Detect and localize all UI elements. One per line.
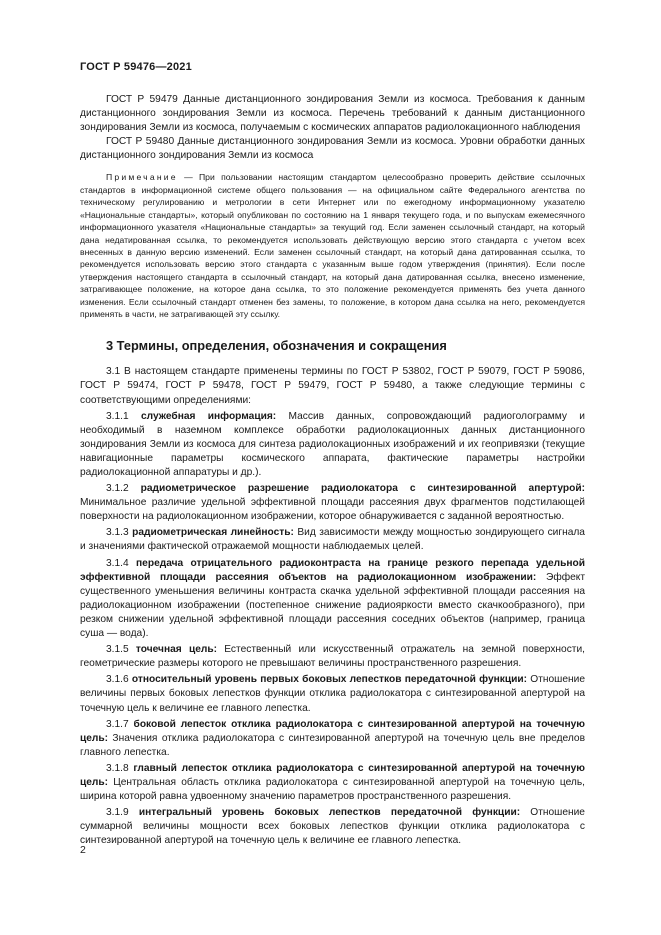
- term-definition: Отношение величины первых боковых лепестков функции отклика радиолокатора с синтезированной апертурой на точечную цель к величине ее главного лепестка.: [80, 674, 585, 714]
- term-entry: [80, 557, 585, 642]
- term-definition: Массив данных, сопровождающий радиоголограмму и необходимый в наземном комплексе обработки радиолокационных данных дистанционного зондирования Земли из космоса для синтеза радиолокационных изображений и их геопривязки (текущие навигационные параметры космического аппарата, фактические параметры настройки радиолокационной аппаратуры и др.).: [80, 410, 585, 478]
- term-entry: [80, 643, 585, 671]
- term-entry: [80, 526, 585, 554]
- term-entry: [80, 762, 585, 804]
- term-name: боковой лепесток отклика радиолокатора с синтезированной апертурой на точечную цель:: [80, 718, 585, 744]
- term-entry: [80, 482, 585, 524]
- term-definition: Эффект существенного уменьшения величины контраста скачка удельной эффективной площади рассеяния на радиолокационном изображении (постепенное снижение радиояркости вместо скачкообразного), при резком снижении удельной эффективной площади рассеяния соседних объектов (например, граница суша — вода).: [80, 571, 585, 640]
- term-name: радиометрическая линейность:: [132, 527, 294, 539]
- term-name: точечная цель:: [135, 644, 218, 656]
- term-name: передача отрицательного радиоконтраста на границе резкого перепада удельной эффективной площади рассеяния объектов на радиолокационном изображении:: [80, 557, 585, 583]
- term-entry: [80, 806, 585, 848]
- page-number: 2: [80, 844, 86, 856]
- section-intro: 3.1 В настоящем стандарте применены термины по ГОСТ Р 53802, ГОСТ Р 59079, ГОСТ Р 59086, ГОСТ Р 59474, ГОСТ Р 59478, ГОСТ Р 59479, ГОСТ Р 59480, а также следующие термины с соответствующими определениями:: [80, 366, 585, 406]
- term-entry: [80, 673, 585, 715]
- term-number: 3.1.2: [106, 483, 129, 495]
- term-definition: Минимальное различие удельной эффективной площади рассеяния двух фрагментов подстилающей поверхности на радиолокационном изображении, которое обнаруживается с заданной вероятностью.: [80, 497, 585, 523]
- term-name: служебная информация:: [140, 410, 277, 422]
- term-definition: Значения отклика радиолокатора с синтезированной апертурой на точечную цель вне пределов главного лепестка.: [80, 732, 585, 758]
- note-text: — При пользовании настоящим стандартом целесообразно проверить действие ссылочных стандартов в информационной системе общего пользования — на официальном сайте Федерального агентства по техническому регулированию и метрологии в сети Интернет или по ежегодному информационному указателю «Национальные стандарты», который опубликован по состоянию на 1 января текущего года, и по выпускам ежемесячного информационного указателя «Национальные стандарты» за текущий год. Если заменен ссылочный стандарт, на который дана недатированная ссылка, то рекомендуется использовать действующую версию этого стандарта с учетом всех внесенных в данную версию изменений. Если заменен ссылочный стандарт, на который дана датированная ссылка, то рекомендуется использовать версию этого стандарта с указанным выше годом утверждения (принятия). Если после утверждения настоящего стандарта в ссылочный стандарт, на который дана датированная ссылка, внесено изменение, затрагивающее положение, на которое дана ссылка, то это положение рекомендуется применять без учета данного изменения. Если ссылочный стандарт отменен без замены, то положение, в котором дана ссылка на него, рекомендуется применять в части, не затрагивающей эту ссылку.: [80, 172, 585, 319]
- standard-code-header: ГОСТ Р 59476—2021: [80, 61, 192, 73]
- term-definition: Отношение суммарной величины мощности всех боковых лепестков функции отклика радиолокатора с синтезированной апертурой на точечную цель к величине ее главного лепестка.: [80, 807, 585, 847]
- term-number: 3.1.6: [106, 674, 129, 686]
- term-number: 3.1.5: [106, 644, 129, 656]
- term-definition: Естественный или искусственный отражатель на земной поверхности, геометрические размеры которого не превышают величины пространственного разрешения.: [80, 644, 585, 670]
- reference-entry: ГОСТ Р 59479 Данные дистанционного зондирования Земли из космоса. Требования к данным дистанционного зондирования Земли из космоса. Перечень требований к данным дистанционного зондирования Земли из космоса, получаемым с космических аппаратов радиолокационного наблюдения: [80, 94, 585, 134]
- term-name: радиометрическое разрешение радиолокатора с синтезированной апертурой:: [140, 483, 585, 495]
- term-entry: [80, 410, 585, 480]
- term-number: 3.1.3: [106, 527, 129, 539]
- term-entry: [80, 718, 585, 760]
- term-number: 3.1.4: [106, 557, 129, 569]
- note-label: Примечание: [106, 172, 178, 183]
- reference-entry: ГОСТ Р 59480 Данные дистанционного зондирования Земли из космоса. Уровни обработки данных дистанционного зондирования Земли из космоса: [80, 136, 585, 162]
- term-name: главный лепесток отклика радиолокатора с синтезированной апертурой на точечную цель:: [80, 762, 585, 788]
- term-number: 3.1.8: [106, 762, 129, 774]
- term-number: 3.1.9: [106, 807, 129, 819]
- term-definition: Центральная область отклика радиолокатора с синтезированной апертурой на точечную цель, ширина которой равна удвоенному значению параметров пространственного разрешения.: [80, 776, 585, 803]
- term-definition: Вид зависимости между мощностью зондирующего сигнала и значениями фактической отражаемой мощности наблюдаемых целей.: [80, 527, 585, 553]
- term-name: относительный уровень первых боковых лепестков передаточной функции:: [131, 674, 528, 686]
- note-paragraph: [80, 171, 585, 320]
- term-number: 3.1.7: [106, 718, 129, 730]
- section-heading: 3 Термины, определения, обозначения и сокращения: [106, 338, 447, 354]
- page-body: [80, 93, 585, 848]
- term-number: 3.1.1: [106, 410, 129, 422]
- term-name: интегральный уровень боковых лепестков передаточной функции:: [138, 807, 521, 819]
